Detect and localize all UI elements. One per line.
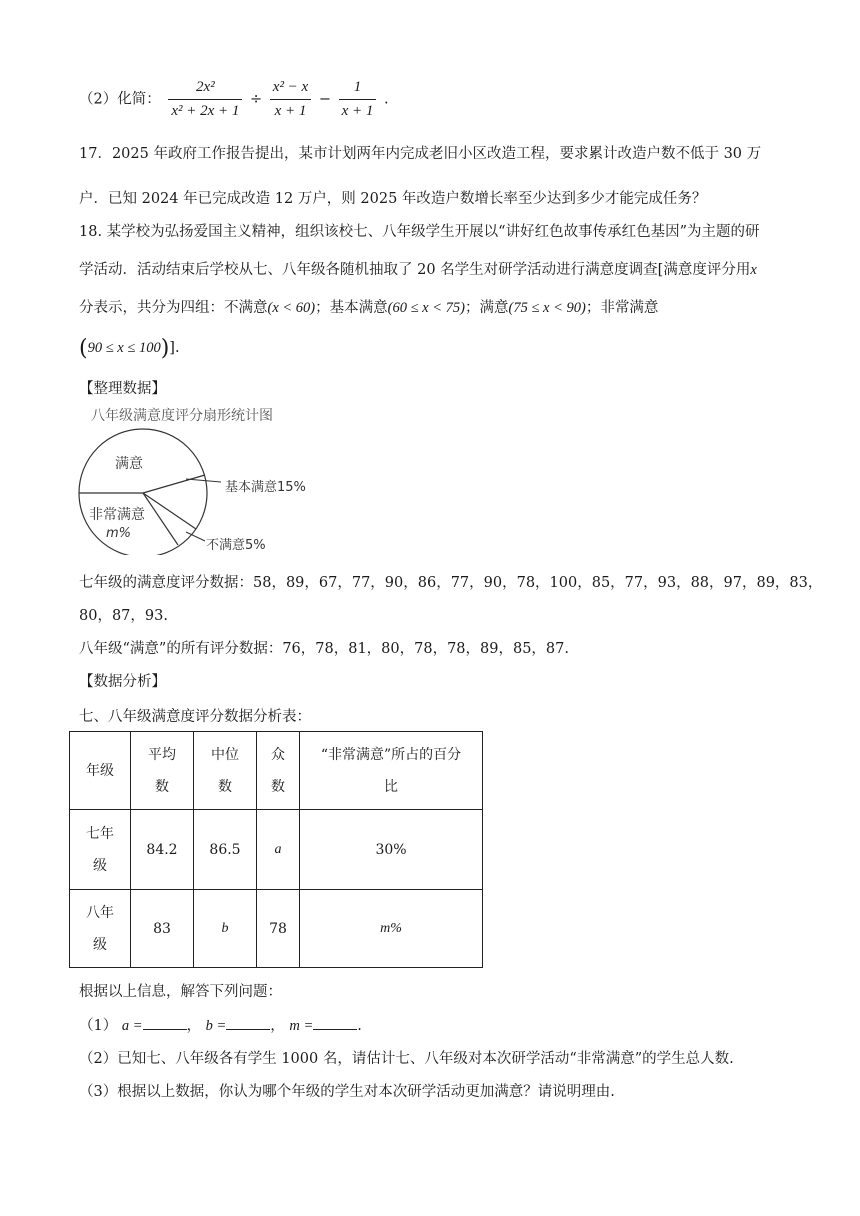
group-unsatisfied-range: (x < 60) [267,300,316,316]
answer-blank-m[interactable] [313,1015,357,1030]
row1-mean: 84.2 [131,810,194,890]
fraction-1 [168,79,242,120]
row1-grade: 七年 级 [70,810,131,890]
pie-label-unsatisfied: 不满意5% [206,538,266,553]
table-row [70,890,483,968]
pie-label-very-satisfied: 非常满意 [89,507,145,523]
question-1: （1） a = ， b = ， m = . [79,1014,362,1035]
header-percent: “非常满意”所占的百分 比 [300,732,483,810]
q18-line-4: (90 ≤ x ≤ 100)]. [79,336,180,361]
fraction-3-denominator: x + 1 [341,103,374,119]
q17-line-1: 17．2025 年政府工作报告提出，某市计划两年内完成老旧小区改造工程，要求累计改造户数不低于 30 万 [79,146,762,162]
group-basic-label: ；基本满意 [315,300,388,316]
variable-x: x [750,262,757,278]
q1-label: （1） [79,1018,118,1034]
q18-line-2 [79,258,757,279]
group-very-label: ；非常满意 [585,300,659,316]
grade8-data-line: 八年级“满意”的所有评分数据：76，78，81，80，78，78，89，85，87. [79,641,569,657]
header-mean: 平均 数 [131,732,194,810]
grade7-data-line-1: 七年级的满意度评分数据：58，89，67，77，90，86，77，90，78，100，85，77，93，88，97，89，83， [79,575,823,591]
header-mode: 众 数 [257,732,300,810]
header-median: 中位 数 [194,732,257,810]
q1-a-label: a = [121,1018,143,1034]
pie-label-satisfied: 满意 [115,456,143,472]
table-row [70,810,483,890]
pie-circle [79,429,207,555]
q18-line-3 [79,296,658,317]
section-organize-data: 【整理数据】 [79,381,166,397]
fraction-3 [339,79,377,120]
q16-part2-label: （2）化简： [79,91,161,108]
q1-b-label: b = [205,1018,227,1034]
row1-percent: 30% [300,810,483,890]
answer-blank-a[interactable] [143,1015,187,1030]
group-basic-range: (60 ≤ x < 75) [387,300,465,316]
grade7-data-line-2: 80，87，93. [79,608,168,624]
row2-mean: 83 [131,890,194,968]
group-satisfied-label: ；满意 [464,300,509,316]
row2-median: b [194,890,257,968]
analysis-table [69,731,483,968]
q16-part2-line [79,79,389,120]
fraction-1-denominator: x² + 2x + 1 [171,103,240,119]
question-3: （3）根据以上数据，你认为哪个年级的学生对本次研学活动更加满意？请说明理由. [79,1084,615,1100]
row2-percent: m% [300,890,483,968]
pie-label-basic: 基本满意15% [225,480,306,495]
group-unsatisfied-label: 分表示，共分为四组：不满意 [79,300,268,316]
pie-chart [75,425,335,555]
table-caption: 七、八年级满意度评分数据分析表： [79,709,311,725]
group-very-range: 90 ≤ x ≤ 100 [87,340,161,356]
pie-label-m: m% [106,526,132,541]
fraction-3-numerator: 1 [339,79,377,100]
fraction-1-numerator: 2x² [168,79,242,100]
q18-line-2-text: 学活动．活动结束后学校从七、八年级各随机抽取了 20 名学生对研学活动进行满意度调查[满意度评分用 [79,262,751,278]
row2-grade: 八年 级 [70,890,131,968]
question-2: （2）已知七、八年级各有学生 1000 名，请估计七、八年级对本次研学活动“非常满意”的学生总人数. [79,1051,734,1067]
minus-sign: − [318,91,331,108]
pie-chart-title: 八年级满意度评分扇形统计图 [91,408,273,424]
q17-line-2: 户．已知 2024 年已完成改造 12 万户，则 2025 年改造户数增长率至少达到多少才能完成任务？ [79,191,707,207]
row1-median: 86.5 [194,810,257,890]
bracket-close: ]. [169,340,180,356]
section-data-analysis: 【数据分析】 [79,674,166,690]
end-period: . [383,91,389,108]
fraction-2 [270,79,311,120]
group-satisfied-range: (75 ≤ x < 90) [508,300,586,316]
table-header-row [70,732,483,810]
row1-mode: a [257,810,300,890]
answer-blank-b[interactable] [226,1015,270,1030]
q1-m-label: m = [289,1018,314,1034]
divide-sign: ÷ [250,91,263,108]
row2-mode: 78 [257,890,300,968]
header-grade: 年级 [70,732,131,810]
fraction-2-numerator: x² − x [270,79,311,100]
questions-intro: 根据以上信息，解答下列问题： [79,984,282,1000]
fraction-2-denominator: x + 1 [274,103,307,119]
q18-line-1: 18. 某学校为弘扬爱国主义精神，组织该校七、八年级学生开展以“讲好红色故事传承红色基因”为主题的研 [79,224,760,240]
